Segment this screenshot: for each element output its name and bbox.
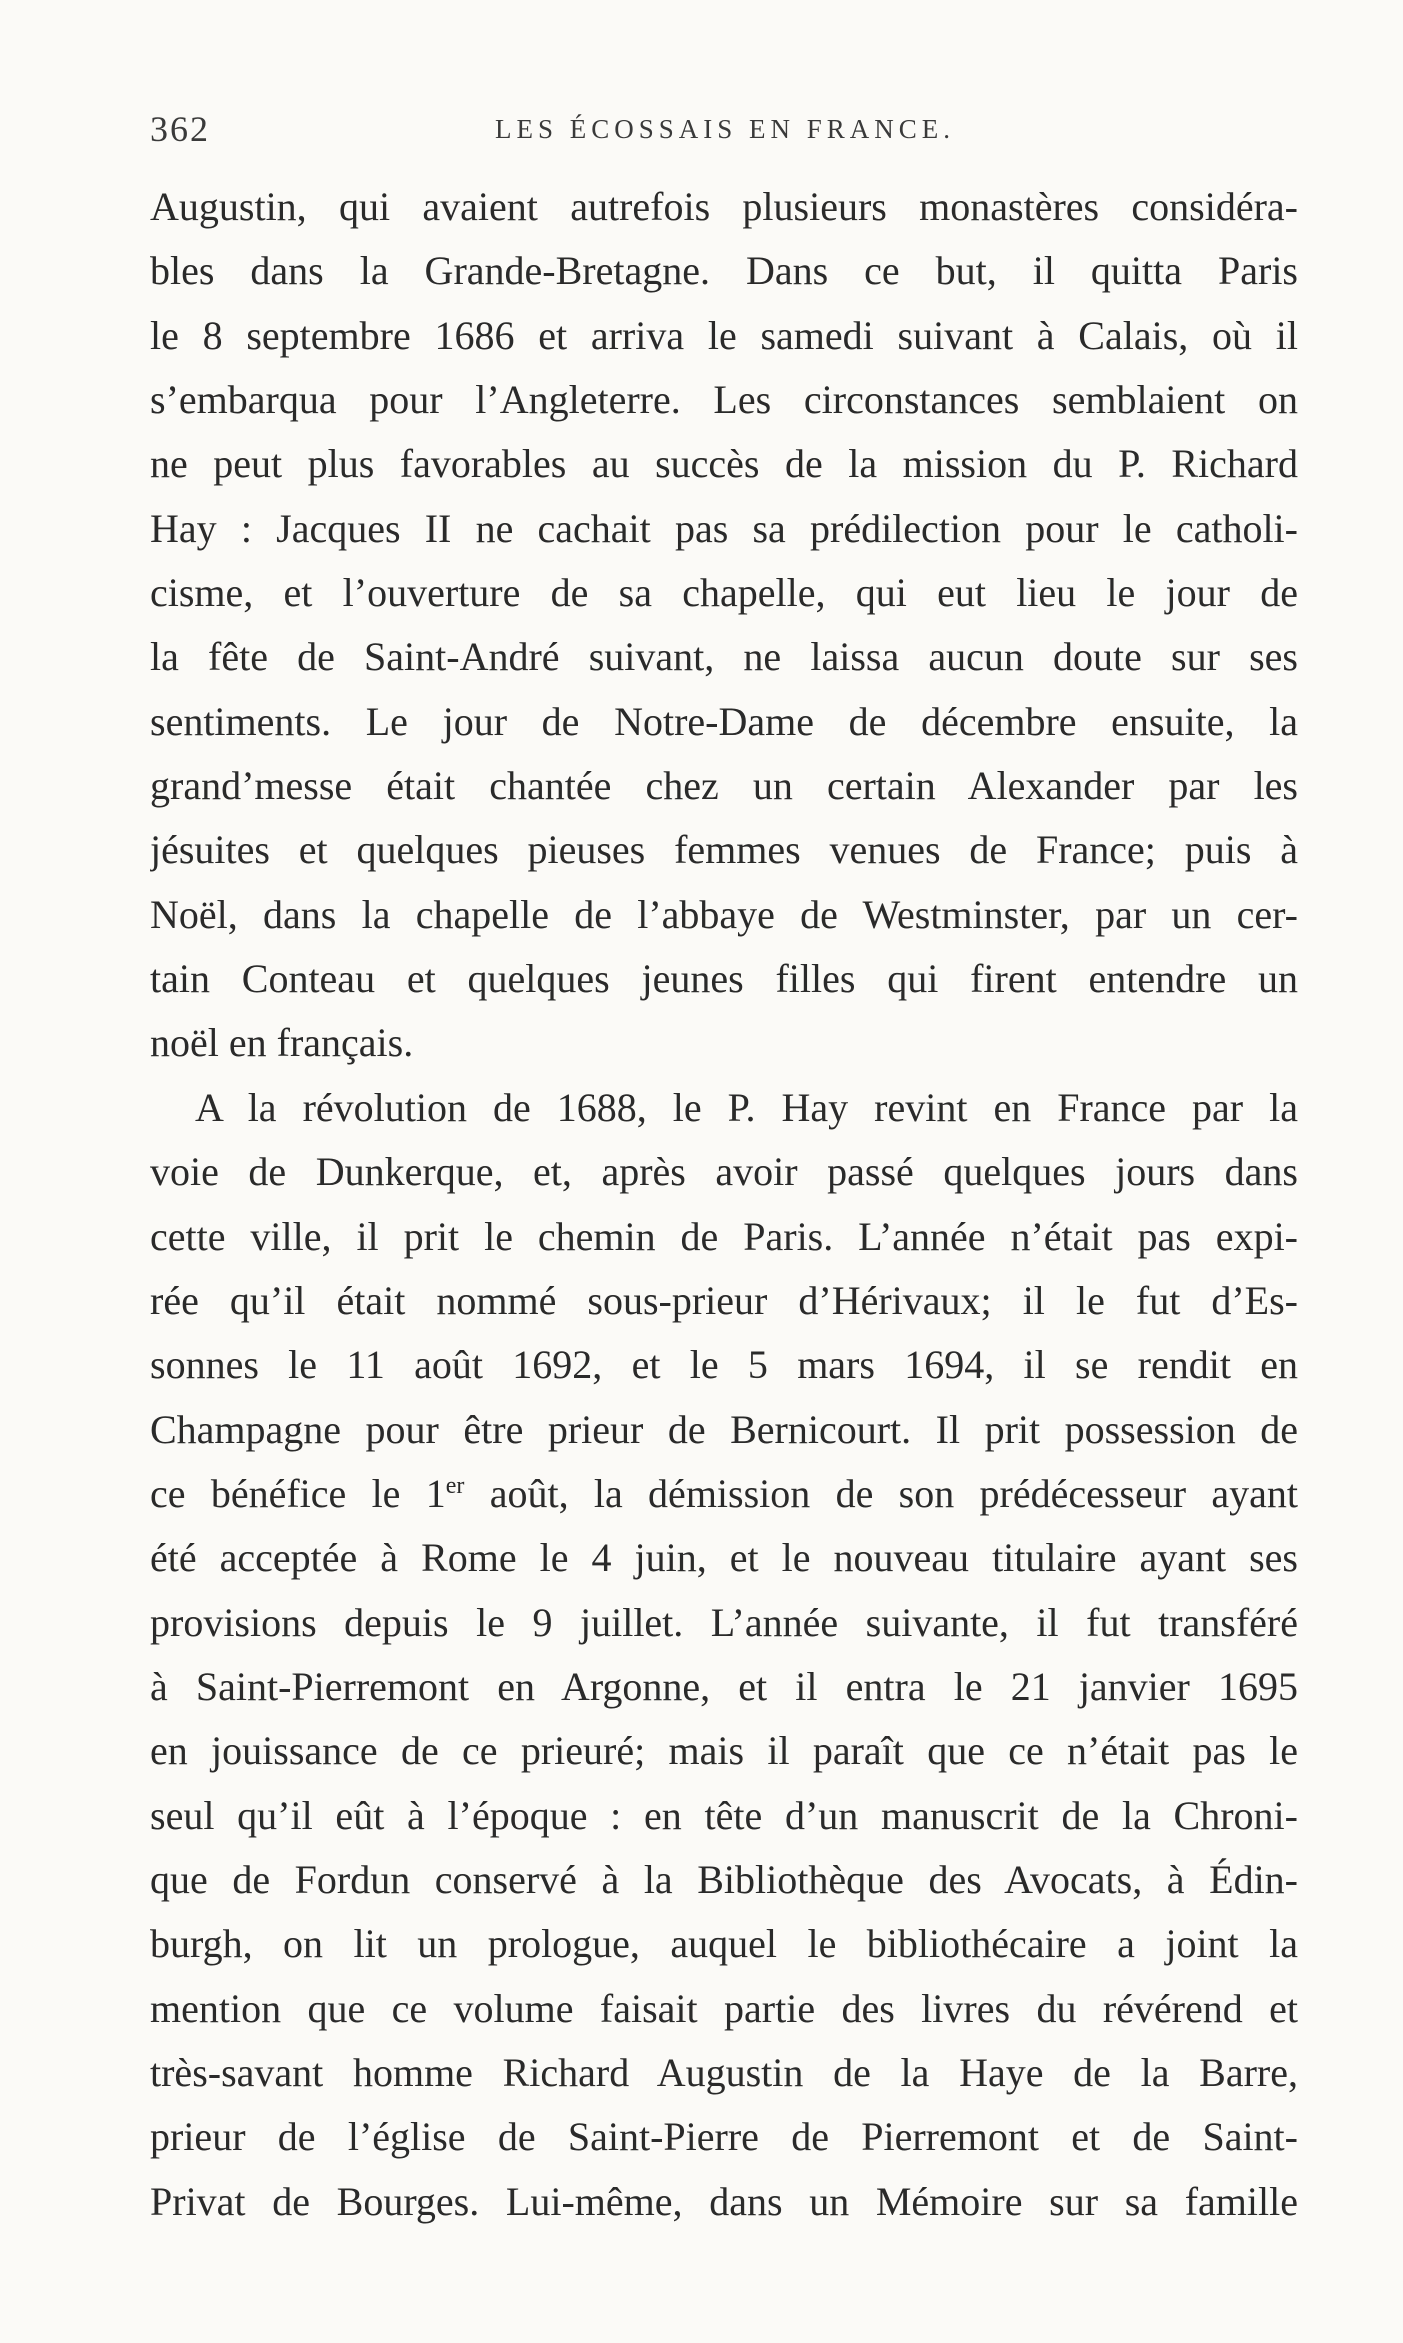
running-head: [150, 108, 1300, 158]
text-line: voie de Dunkerque, et, après avoir passé quelques jours dans: [150, 1149, 1298, 1195]
text-line: mention que ce volume faisait partie des livres du révérend et: [150, 1985, 1298, 2031]
text-line: bles dans la Grande-Bretagne. Dans ce but, il quitta Paris: [150, 248, 1298, 294]
running-title: LES ÉCOSSAIS EN FRANCE.: [494, 114, 956, 144]
text-line: ne peut plus favorables au succès de la mission du P. Richard: [150, 441, 1298, 487]
page-number: 362: [150, 109, 210, 149]
line-text-before: ce bénéfice le 1: [150, 1470, 446, 1516]
text-line: la fête de Saint-André suivant, ne laissa aucun doute sur ses: [150, 634, 1298, 680]
text-line: en jouissance de ce prieuré; mais il paraît que ce n’était pas le: [150, 1728, 1298, 1774]
text-line: Champagne pour être prieur de Bernicourt. Il prit possession de: [150, 1406, 1298, 1452]
text-line: été acceptée à Rome le 4 juin, et le nouveau titulaire ayant ses: [150, 1535, 1298, 1581]
text-line: Noël, dans la chapelle de l’abbaye de Westminster, par un cer-: [150, 891, 1298, 937]
text-line: Hay : Jacques II ne cachait pas sa prédilection pour le catholi-: [150, 505, 1298, 551]
body-text: [150, 175, 1298, 2234]
text-line: sentiments. Le jour de Notre-Dame de décembre ensuite, la: [150, 698, 1298, 744]
text-line: cisme, et l’ouverture de sa chapelle, qui eut lieu le jour de: [150, 570, 1298, 616]
text-line: jésuites et quelques pieuses femmes venues de France; puis à: [150, 827, 1298, 873]
text-line: Privat de Bourges. Lui-même, dans un Mémoire sur sa famille: [150, 2178, 1298, 2224]
text-line: rée qu’il était nommé sous-prieur d’Hérivaux; il le fut d’Es-: [150, 1277, 1298, 1323]
text-line: burgh, on lit un prologue, auquel le bibliothécaire a joint la: [150, 1921, 1298, 1967]
text-line: noël en français.: [150, 1020, 414, 1066]
text-line: sonnes le 11 août 1692, et le 5 mars 1694, il se rendit en: [150, 1342, 1298, 1388]
text-line: A la révolution de 1688, le P. Hay revint en France par la: [195, 1084, 1298, 1130]
text-line: Augustin, qui avaient autrefois plusieurs monastères considéra-: [150, 184, 1298, 229]
text-line: provisions depuis le 9 juillet. L’année suivante, il fut transféré: [150, 1599, 1298, 1645]
text-line: tain Conteau et quelques jeunes filles qui firent entendre un: [150, 956, 1298, 1002]
text-line: grand’messe était chantée chez un certain Alexander par les: [150, 763, 1298, 809]
text-line: très-savant homme Richard Augustin de la Haye de la Barre,: [150, 2049, 1298, 2095]
text-line-with-superscript: [150, 1462, 1298, 1526]
text-line: le 8 septembre 1686 et arriva le samedi suivant à Calais, où il: [150, 312, 1298, 358]
text-line: à Saint-Pierremont en Argonne, et il entra le 21 janvier 1695: [150, 1663, 1298, 1709]
text-line: s’embarqua pour l’Angleterre. Les circonstances semblaient on: [150, 377, 1298, 423]
text-line: seul qu’il eût à l’époque : en tête d’un manuscrit de la Chroni-: [150, 1792, 1298, 1838]
text-line: prieur de l’église de Saint-Pierre de Pierremont et de Saint-: [150, 2114, 1298, 2160]
text-line: que de Fordun conservé à la Bibliothèque des Avocats, à Édin-: [150, 1856, 1298, 1902]
text-line: cette ville, il prit le chemin de Paris. L’année n’était pas expi-: [150, 1213, 1298, 1259]
ordinal-superscript: er: [445, 1472, 465, 1499]
line-text-after: août, la démission de son prédécesseur ayant: [464, 1470, 1298, 1516]
